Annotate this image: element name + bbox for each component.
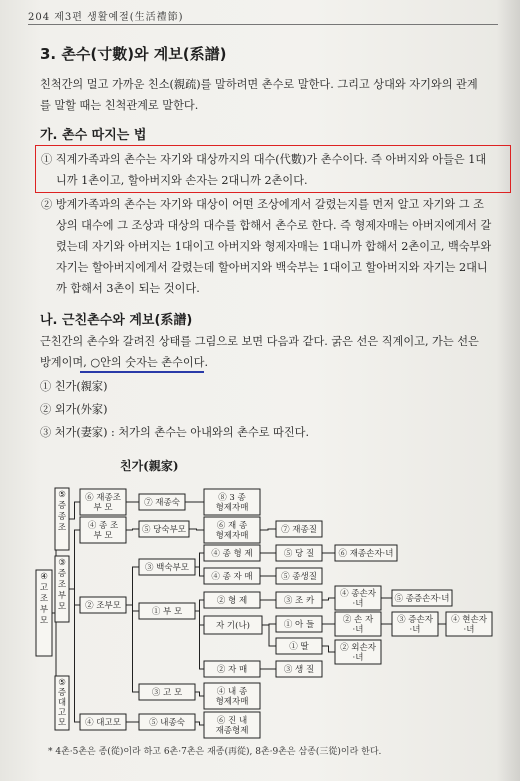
tree-node [204, 517, 260, 543]
tree-node-label: 형제자매 [215, 531, 249, 541]
tree-node [335, 586, 381, 610]
tree-node [55, 488, 69, 550]
tree-node [139, 521, 189, 537]
tree-node [276, 592, 322, 608]
tree-node-label: ⑥ 진 내 [216, 716, 248, 726]
tree-node-label: ② 외손자 [340, 643, 376, 653]
tree-edge [322, 646, 335, 652]
tree-node-label: ② 자 매 [216, 665, 248, 675]
intro-line-2: 를 말할 때는 친척관계로 말한다. [40, 99, 199, 112]
tree-node-label: ·녀 [352, 625, 364, 635]
tree-node-label: ① 아 들 [283, 620, 315, 630]
tree-node [276, 661, 322, 677]
tree-node [139, 714, 195, 730]
family-chart-title: 친가(親家) [120, 459, 179, 473]
tree-node-label: ⑧ 3 종 [218, 493, 246, 503]
tree-node-label: 부 모 [93, 503, 113, 513]
tree-node [204, 568, 260, 584]
tree-node [204, 616, 262, 634]
item-2-line-4: 자기는 할아버지에게서 갈렸는데 할아버지와 백숙부는 1대이고 할아버지와 자기는 2대니 [56, 261, 488, 274]
tree-node [335, 612, 381, 636]
tree-node-label: 부 모 [93, 531, 113, 541]
item-2-line-5: 까 합해서 3촌이 되는 것이다. [56, 282, 200, 295]
item-2-line-1: ② 방계가족과의 촌수는 자기와 대상이 어떤 조상에게서 갈렸는지를 먼저 알고 자기와 그 조 [41, 198, 484, 211]
tree-node-label: ·녀 [352, 653, 364, 663]
section-title: 3. 촌수(寸數)와 계보(系譜) [40, 45, 227, 63]
tree-node [80, 489, 126, 515]
tree-node-label: 종 [57, 512, 67, 522]
tree-node-label: ② 조부모 [85, 601, 121, 611]
tree-node-label: 모 [39, 616, 49, 626]
tree-node-label: 조 [57, 580, 67, 590]
tree-node-label: ④ 종 자 매 [211, 572, 253, 582]
tree-node [276, 545, 322, 561]
tree-node-label: ① 딸 [289, 642, 309, 652]
tree-node-label: 증 [57, 569, 67, 579]
tree-node [80, 597, 126, 613]
tree-edge [69, 589, 80, 722]
tree-node-label: ④ 대고모 [85, 718, 121, 728]
tree-node-label: ·녀 [352, 599, 364, 609]
subsection-b-title: 나. 근친촌수와 계보(系譜) [40, 313, 193, 328]
tree-edge [195, 611, 204, 669]
tree-node-label: ③ 조 카 [283, 596, 315, 606]
tree-node [392, 590, 452, 606]
tree-node [80, 517, 126, 543]
tree-node-label: 대 [57, 698, 67, 708]
intro-line-1: 친척간의 멀고 가까운 친소(親疏)를 말하려면 촌수로 말한다. 그리고 상대와 자기와의 관계 [40, 78, 478, 91]
tree-node-label: 증 [57, 501, 67, 511]
tree-node-label: 형제자매 [215, 697, 249, 707]
tree-node-label: 조 [57, 523, 67, 533]
tree-node-label: ⑤ 당숙부모 [141, 525, 187, 535]
tree-node [446, 612, 492, 636]
tree-node-label: 고 [57, 708, 67, 718]
tree-node-label: ③ 고 모 [151, 688, 183, 698]
page-header: 204 제3편 생활예절(生活禮節) [28, 12, 184, 23]
tree-edge [189, 529, 204, 530]
tree-node-label: ① 부 모 [151, 607, 183, 617]
tree-node [55, 556, 69, 622]
subsection-a-title: 가. 촌수 따지는 법 [40, 128, 147, 143]
tree-node [139, 684, 195, 700]
tree-node-label: ③ 백숙부모 [144, 563, 190, 573]
item-2-line-3: 렸는데 자기와 아버지는 1대이고 아버지와 형제자매는 1대니까 합해서 2촌이고, 백숙부와 [56, 240, 492, 253]
tree-node [204, 545, 260, 561]
tree-node-label: ④ 현손자 [451, 615, 487, 625]
item-1-line-1: ① 직계가족과의 촌수는 자기와 대상까지의 대수(代數)가 촌수이다. 즉 아버지와 아들은 1대 [41, 153, 487, 166]
tree-node-label: 자 기(나) [216, 621, 250, 631]
tree-edge [195, 600, 204, 611]
tree-node [204, 683, 260, 709]
tree-node-label: ⑦ 재종질 [281, 525, 317, 535]
tree-node-label: ② 손 자 [342, 615, 374, 625]
tree-node-label: ⑤ [58, 490, 66, 500]
tree-node [276, 616, 322, 632]
tree-node-label: 형제자매 [215, 503, 249, 513]
tree-node [204, 592, 260, 608]
tree-node-label: ⑥ 재종조 [85, 493, 121, 503]
tree-edge [195, 567, 204, 576]
b-intro-line-1: 근친간의 촌수와 갈려진 상태를 그림으로 보면 다음과 같다. 굵은 선은 직계이고, 가는 선은 [40, 335, 479, 348]
tree-node [335, 640, 381, 664]
tree-node-label: 모 [57, 602, 67, 612]
tree-node-label: 모 [57, 718, 67, 728]
tree-node-label: ② 형 제 [216, 596, 248, 606]
tree-node [139, 494, 185, 510]
list-item-1: ① 친가(親家) [40, 380, 108, 393]
tree-node [139, 603, 195, 619]
tree-edge [195, 722, 204, 725]
tree-edge [195, 553, 204, 567]
tree-node-label: ⑤ [58, 678, 66, 688]
list-item-2: ② 외가(外家) [40, 403, 108, 416]
tree-node-label: 조 [39, 594, 49, 604]
tree-node-label: ④ 종손자 [340, 589, 376, 599]
tree-node [276, 521, 322, 537]
tree-node-label: 재종형제 [215, 726, 249, 736]
tree-node [55, 676, 69, 730]
tree-node-label: 고 [39, 583, 49, 593]
tree-node [335, 545, 397, 561]
b-intro-line-2: 방계이며, ○안의 숫자는 촌수이다. [40, 356, 209, 369]
tree-node-label: ⑥ 재 종 [216, 521, 248, 531]
tree-edge [69, 502, 80, 519]
tree-node-label: 부 [57, 591, 67, 601]
tree-node-label: ④ 종 형 제 [211, 549, 253, 559]
tree-node-label: ·녀 [409, 625, 421, 635]
tree-node-label: ③ 증손자 [397, 615, 433, 625]
tree-node [36, 570, 52, 656]
tree-node [276, 638, 322, 654]
tree-node-label: 부 [39, 605, 49, 615]
tree-node [204, 661, 260, 677]
tree-node-label: ⑥ 재종손자·녀 [338, 549, 394, 559]
tree-node [139, 559, 195, 575]
tree-node [80, 714, 126, 730]
tree-node-label: ④ 내 종 [216, 687, 248, 697]
tree-node-label: ⑤ 종증손자·녀 [394, 594, 450, 604]
chart-footnote: * 4촌·5촌은 종(從)이라 하고 6촌·7촌은 재종(再從), 8촌·9촌은 삼종(三從)이라 한다. [48, 747, 382, 757]
tree-node [392, 612, 438, 636]
tree-node-label: ⑤ 당 질 [283, 549, 315, 559]
tree-edge [126, 529, 139, 530]
tree-node-label: ④ 종 조 [87, 521, 119, 531]
tree-edge [322, 598, 335, 600]
tree-edge [126, 567, 139, 605]
tree-node-label: ⑤ 종생질 [281, 572, 317, 582]
tree-node [204, 489, 260, 515]
tree-edge [69, 530, 80, 589]
tree-edge [260, 529, 276, 530]
tree-nodes [36, 488, 492, 738]
tree-node-label: ④ [40, 572, 48, 582]
tree-node [204, 712, 260, 738]
list-item-3: ③ 처가(妻家) : 처가의 촌수는 아내와의 촌수로 따진다. [40, 426, 310, 439]
tree-edge [262, 625, 276, 646]
item-1-line-2: 니까 1촌이고, 할아버지와 손자는 2대니까 2촌이다. [56, 174, 308, 187]
tree-node-label: ⑤ 내종숙 [149, 718, 185, 728]
tree-node-label: ·녀 [463, 625, 475, 635]
tree-edge [126, 605, 139, 692]
tree-node-label: 증 [57, 688, 67, 698]
tree-node-label: ⑦ 재종숙 [144, 498, 180, 508]
tree-node [276, 568, 322, 584]
tree-node-label: ③ [58, 558, 66, 568]
tree-edge [195, 692, 204, 696]
item-2-line-2: 상의 대수에 그 조상과 대상의 대수를 합해서 촌수로 한다. 즉 형제자매는 아버지에게서 갈 [56, 219, 492, 232]
tree-node-label: ③ 생 질 [283, 665, 315, 675]
